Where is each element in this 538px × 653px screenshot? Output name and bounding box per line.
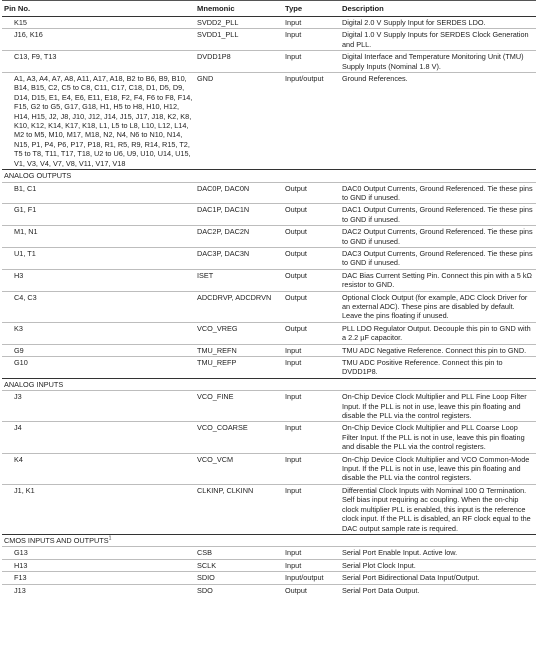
table-row [2,182,536,204]
pin-number-cell: J13 [2,584,195,596]
type-cell: Input [283,357,340,379]
pin-number-cell: U1, T1 [2,247,195,269]
description-cell: DAC2 Output Currents, Ground Referenced. Tie these pins to GND if unused. [340,226,536,248]
table-row [2,484,536,534]
section-header-row [2,534,536,546]
type-cell: Input [285,18,302,27]
table-row [2,204,536,226]
type-cell: Output [283,584,340,596]
mnemonic-cell: CSB [195,547,283,559]
header-pin-no: Pin No. [2,1,195,17]
type-cell: Input [283,484,340,534]
pin-function-table [2,1,536,596]
mnemonic-cell: CLKINP, CLKINN [195,484,283,534]
mnemonic-cell: VCO_VREG [195,322,283,344]
footnote-marker: 1 [108,535,112,542]
description-cell: On-Chip Device Clock Multiplier and VCO Common-Mode Input. If the PLL is not in use, leave this pin floating and disable the PLL via the control registers. [340,453,536,484]
pin-number-cell: K15 [14,18,27,27]
table-row [2,73,536,170]
type-cell: Output [283,226,340,248]
section-label-text: CMOS INPUTS AND OUTPUTS [4,535,109,545]
pin-number-cell: C13, F9, T13 [2,51,195,73]
table-row [2,17,536,29]
mnemonic-cell: DVDD1P8 [195,51,283,73]
pin-number-cell: F13 [2,572,195,584]
table-row [2,422,536,453]
type-cell: Input/output [283,572,340,584]
table-row [2,269,536,291]
description-cell: PLL LDO Regulator Output. Decouple this pin to GND with a 2.2 µF capacitor. [340,322,536,344]
mnemonic-cell: TMU_REFN [195,344,283,356]
table-row [2,247,536,269]
table-row [2,51,536,73]
table-header-row [2,1,536,17]
section-label [2,534,536,546]
pin-number-cell: J16, K16 [2,29,195,51]
type-cell: Input [283,391,340,422]
type-cell: Input [283,29,340,51]
description-cell: Differential Clock Inputs with Nominal 100 Ω Termination. Self bias input requiring ac coupling. When the on-chip clock multiplier PLL is enabled, this input is the reference clock input. If the PLL is disabled, an RF clock equal to the DAC output sample rate is required. [340,484,536,534]
table-body [2,17,536,596]
description-cell: DAC1 Output Currents, Ground Referenced. Tie these pins to GND if unused. [340,204,536,226]
pin-number-cell: K3 [2,322,195,344]
description-cell: Optional Clock Output (for example, ADC Clock Driver for an external ADC). These pins are disabled by default. Leave the pins floating if unused. [340,291,536,322]
type-cell: Input [283,422,340,453]
pin-number-cell: J1, K1 [2,484,195,534]
description-cell: DAC Bias Current Setting Pin. Connect this pin with a 5 kΩ resistor to GND. [340,269,536,291]
section-header-row [2,378,536,390]
description-cell: TMU ADC Negative Reference. Connect this pin to GND. [340,344,536,356]
section-label [2,378,536,390]
section-label-text: ANALOG INPUTS [4,379,64,389]
description-cell: TMU ADC Positive Reference. Connect this pin to DVDD1P8. [340,357,536,379]
mnemonic-cell: ADCDRVP, ADCDRVN [195,291,283,322]
pin-number-cell: G9 [2,344,195,356]
table-row [2,559,536,571]
mnemonic-cell: DAC2P, DAC2N [195,226,283,248]
type-cell: Input [283,453,340,484]
description-cell: Digital 1.0 V Supply Inputs for SERDES Clock Generation and PLL. [340,29,536,51]
section-label [2,170,536,182]
pin-number-cell: J3 [2,391,195,422]
table-row [2,391,536,422]
type-cell: Output [283,322,340,344]
description-cell: Ground References. [340,73,536,170]
header-type: Type [283,1,340,17]
mnemonic-cell: SCLK [195,559,283,571]
pin-number-cell: B1, C1 [2,182,195,204]
pin-number-cell: K4 [2,453,195,484]
mnemonic-cell: SDIO [195,572,283,584]
type-cell: Output [283,291,340,322]
table-row [2,29,536,51]
table-row [2,453,536,484]
table-row [2,226,536,248]
mnemonic-cell: TMU_REFP [195,357,283,379]
mnemonic-cell: DAC0P, DAC0N [195,182,283,204]
table-row [2,547,536,559]
type-cell: Input/output [283,73,340,170]
type-cell: Input [283,51,340,73]
mnemonic-cell: SVDD1_PLL [195,29,283,51]
mnemonic-cell: GND [195,73,283,170]
mnemonic-cell: VCO_VCM [195,453,283,484]
mnemonic-cell: SVDD2_PLL [197,18,239,27]
pin-number-cell: A1, A3, A4, A7, A8, A11, A17, A18, B2 to B6, B9, B10, B14, B15, C2, C5 to C8, C11, C17, C18, D1, D5, D9, D14, D15, E1, E4, E6, E11, E18, F2, F4, F6 to F8, F14, F15, G2 to G5, G17, G18, H1, H5 to H8, H10, H12, H14, H15, J2, J8, J10, J12, J14, J15, J17, J18, K2, K8, K10, K12, K14, K17, K18, L1, L5 to L8, L10, L12, L14, M2 to M5, M10, M17, M18, N2, N4, N6 to N10, N14, N15, P1, P4, P6, P17, P18, R1, R5, R9, R14, R15, T2, T5 to T8, T11, T17, T18, U2 to U6, U9, U10, U14, U15, V1, V3, V4, V7, V8, V11, V17, V18 [2,73,195,170]
table-row [2,357,536,379]
mnemonic-cell: VCO_FINE [195,391,283,422]
table-row [2,322,536,344]
type-cell: Output [283,204,340,226]
pin-number-cell: C4, C3 [2,291,195,322]
description-cell: On-Chip Device Clock Multiplier and PLL Coarse Loop Filter Input. If the PLL is not in use, leave this pin floating and disable the PLL via the control registers. [340,422,536,453]
table-row [2,291,536,322]
mnemonic-cell: SDO [195,584,283,596]
description-cell: Serial Port Enable Input. Active low. [340,547,536,559]
mnemonic-cell: ISET [195,269,283,291]
pin-number-cell: M1, N1 [2,226,195,248]
table-row [2,584,536,596]
header-mnemonic: Mnemonic [195,1,283,17]
pin-number-cell: G13 [2,547,195,559]
type-cell: Input [283,559,340,571]
type-cell: Input [283,344,340,356]
pin-number-cell: G1, F1 [2,204,195,226]
header-description: Description [340,1,536,17]
type-cell: Output [283,182,340,204]
description-cell: Digital 2.0 V Supply Input for SERDES LDO. [342,18,486,27]
pin-number-cell: J4 [2,422,195,453]
mnemonic-cell: DAC3P, DAC3N [195,247,283,269]
type-cell: Output [283,247,340,269]
description-cell: Serial Port Bidirectional Data Input/Output. [340,572,536,584]
pin-number-cell: G10 [2,357,195,379]
mnemonic-cell: VCO_COARSE [195,422,283,453]
section-label-text: ANALOG OUTPUTS [4,171,72,181]
description-cell: On-Chip Device Clock Multiplier and PLL Fine Loop Filter Input. If the PLL is not in use, leave this pin floating and disable the PLL via the control registers. [340,391,536,422]
type-cell: Input [283,547,340,559]
description-cell: Serial Plot Clock Input. [340,559,536,571]
description-cell: DAC0 Output Currents, Ground Referenced. Tie these pins to GND if unused. [340,182,536,204]
table-row [2,572,536,584]
description-cell: DAC3 Output Currents, Ground Referenced. Tie these pins to GND if unused. [340,247,536,269]
type-cell: Output [283,269,340,291]
mnemonic-cell: DAC1P, DAC1N [195,204,283,226]
table-row [2,344,536,356]
pin-number-cell: H13 [2,559,195,571]
description-cell: Serial Port Data Output. [340,584,536,596]
section-header-row [2,170,536,182]
pin-number-cell: H3 [2,269,195,291]
description-cell: Digital Interface and Temperature Monitoring Unit (TMU) Supply Inputs (Nominal 1.8 V). [340,51,536,73]
